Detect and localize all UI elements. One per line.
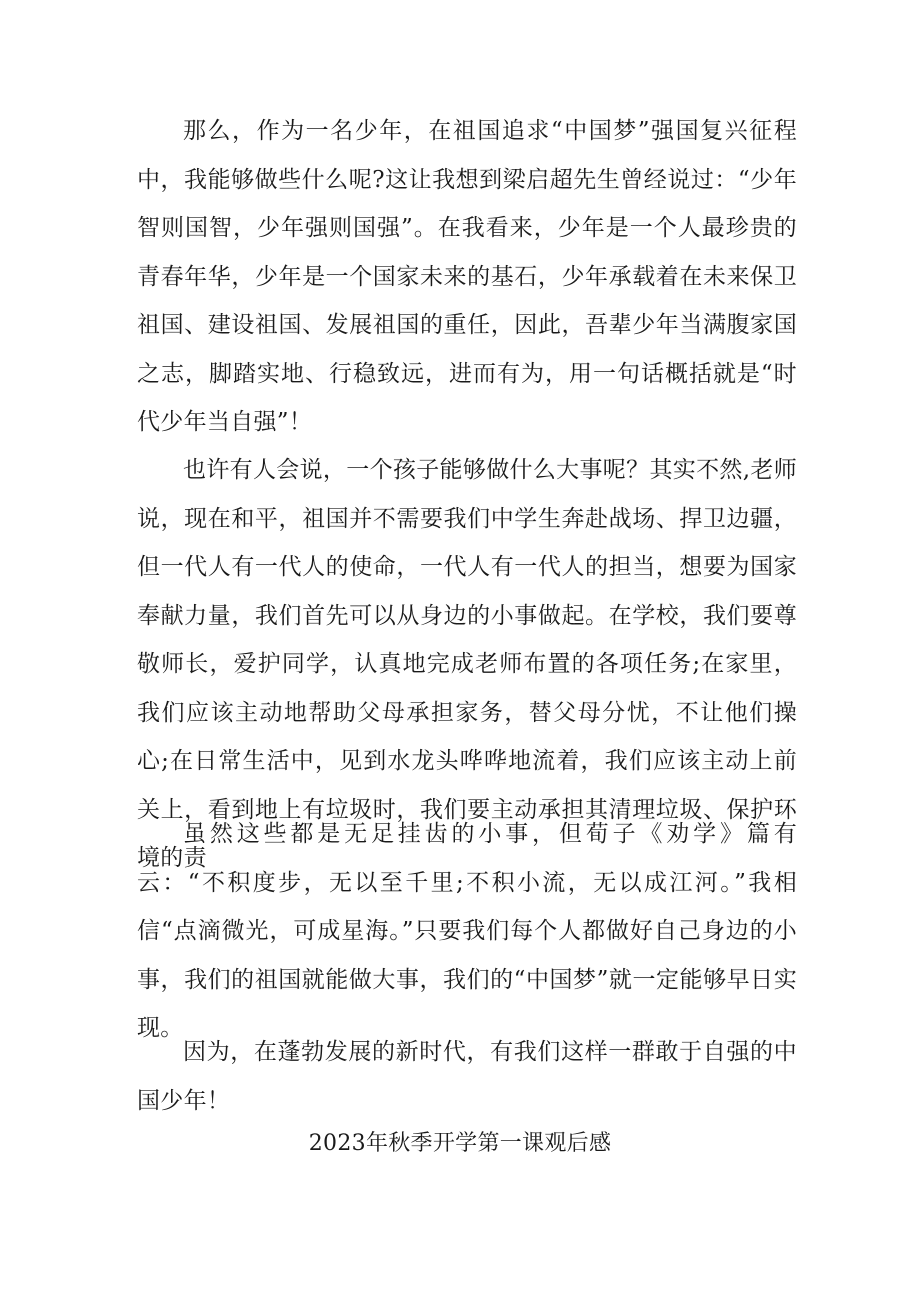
document-title: 2023年秋季开学第一课观后感 xyxy=(308,1131,612,1156)
body-paragraph: 也许有人会说，一个孩子能够做什么大事呢？其实不然,老师说，现在和平，祖国并不需要我们中学生奔赴战场、捍卫边疆，但一代人有一代人的使命，一代人有一代人的担当，想要为国家奉献力量，我们首先可以从身边的小事做起。在学校，我们要尊敬师长，爱护同学，认真地完成老师布置的各项任务;在家里，我们应该主动地帮助父母承担家务，替父母分忧，不让他们操心;在日常生活中，见到水龙头哗哗地流着，我们应该主动上前关上，看到地上有垃圾时，我们要主动承担其清理垃圾、保护环境的责 xyxy=(137,457,797,871)
body-paragraph: 因为，在蓬勃发展的新时代，有我们这样一群敢于自强的中国少年！ xyxy=(137,1039,797,1114)
body-paragraph: 虽然这些都是无足挂齿的小事，但荀子《劝学》篇有云：“不积度步，无以至千里;不积小流，无以成江河。”我相信“点滴微光，可成星海。”只要我们每个人都做好自己身边的小事，我们的祖国就能做大事，我们的“中国梦”就一定能够早日实现。 xyxy=(137,821,797,1041)
body-paragraph: 那么，作为一名少年，在祖国追求“中国梦”强国复兴征程中，我能够做些什么呢?这让我想到梁启超先生曾经说过：“少年智则国智，少年强则国强”。在我看来，少年是一个人最珍贵的青春年华，少年是一个国家未来的基石，少年承载着在未来保卫祖国、建设祖国、发展祖国的重任，因此，吾辈少年当满腹家国之志，脚踏实地、行稳致远，进而有为，用一句话概括就是“时代少年当自强”！ xyxy=(137,118,797,435)
